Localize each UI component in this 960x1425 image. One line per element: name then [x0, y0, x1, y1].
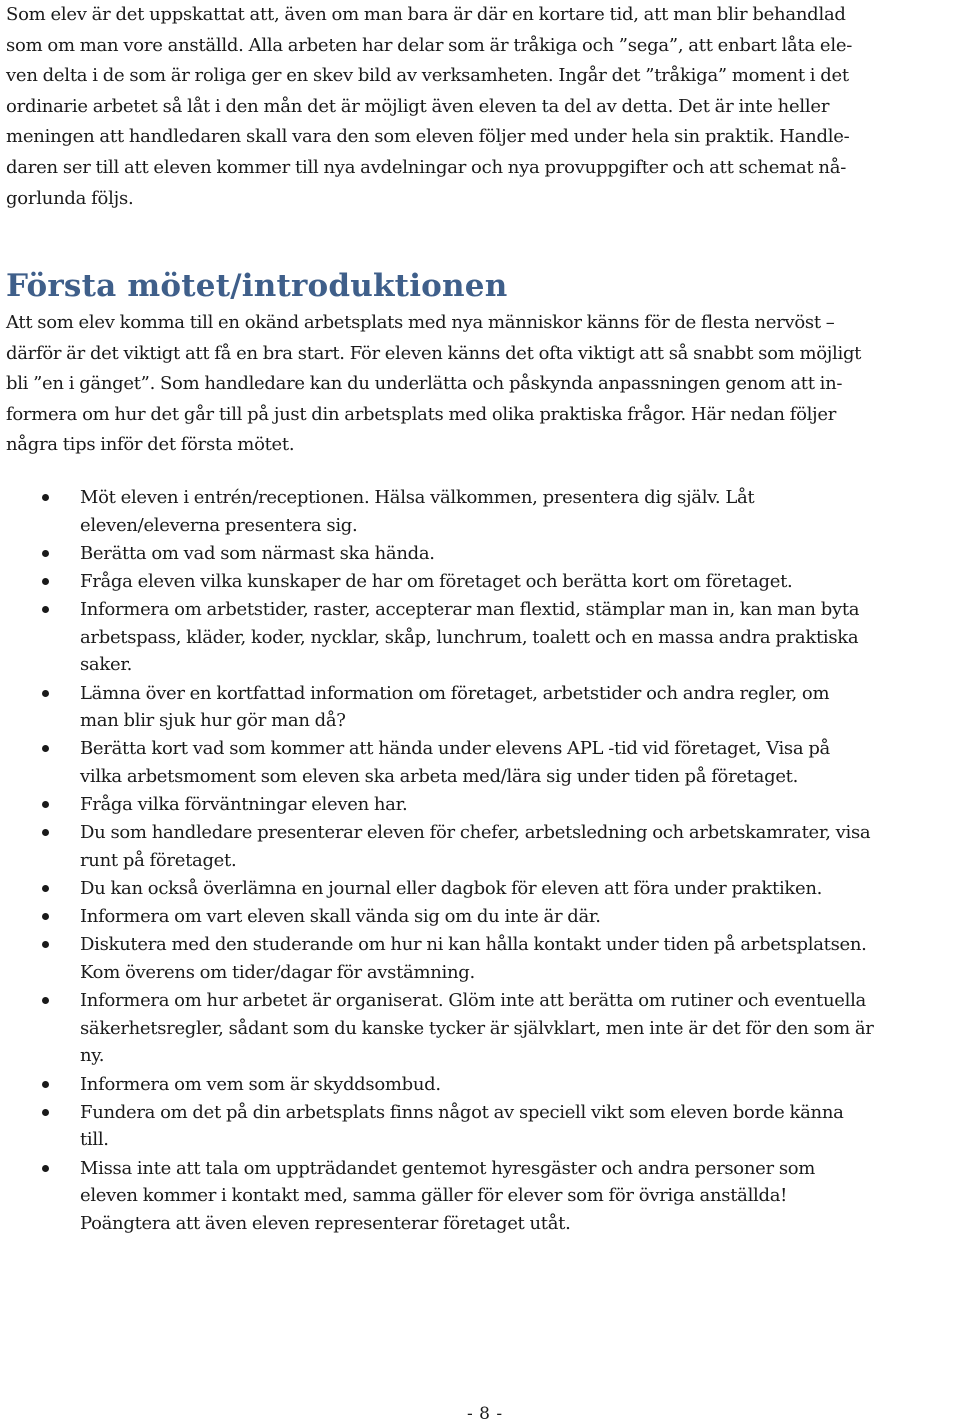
bullet-icon [42, 1165, 49, 1172]
tip-line: Du kan också överlämna en journal eller dagbok för eleven att föra under praktiken. [80, 878, 823, 900]
tip-list-item [6, 791, 960, 819]
tip-list-item [6, 596, 960, 679]
bullet-icon [42, 885, 49, 892]
bullet-icon [42, 1109, 49, 1116]
bullet-icon [42, 1081, 49, 1088]
tip-list-item [6, 875, 960, 903]
tip-line: Informera om vem som är skyddsombud. [80, 1073, 441, 1095]
tip-line: saker. [80, 654, 133, 676]
intro-line: Som elev är det uppskattat att, även om man bara är där en kortare tid, att man blir behandlad [6, 4, 846, 25]
tip-line: runt på företaget. [80, 849, 237, 871]
tip-line: Berätta om vad som närmast ska hända. [80, 542, 435, 564]
intro-line: som om man vore anställd. Alla arbeten har delar som är tråkiga och ”sega”, att enbart låta ele- [6, 34, 853, 56]
tip-list-item [6, 1155, 960, 1238]
tip-line: Informera om vart eleven skall vända sig om du inte är där. [80, 906, 601, 928]
bullet-icon [42, 829, 49, 836]
tip-line: Berätta kort vad som kommer att hända under elevens APL -tid vid företaget, Visa på [80, 738, 830, 760]
tip-line: Informera om hur arbetet är organiserat. Glöm inte att berätta om rutiner och eventuella [80, 990, 866, 1012]
tip-line: arbetspass, kläder, koder, nycklar, skåp, lunchrum, toalett och en massa andra praktiska [80, 626, 859, 648]
intro-line: gorlunda följs. [6, 187, 134, 209]
bullet-icon [42, 801, 49, 808]
page-number: - 8 - [467, 1404, 503, 1424]
tip-list-item [6, 484, 960, 539]
bullet-icon [42, 550, 49, 557]
tip-list-item [6, 931, 960, 986]
document-page [6, 0, 956, 1234]
intro-line: ven delta i de som är roliga ger en skev bild av verksamheten. Ingår det ”tråkiga” moment i det [6, 65, 849, 87]
tip-line: Fråga vilka förväntningar eleven har. [80, 794, 408, 816]
tip-line: vilka arbetsmoment som eleven ska arbeta med/lära sig under tiden på företaget. [80, 765, 799, 787]
tip-list-item [6, 819, 960, 874]
tip-line: Missa inte att tala om uppträdandet gentemot hyresgäster och andra personer som [80, 1157, 816, 1179]
tip-line: Fundera om det på din arbetsplats finns något av speciell vikt som eleven borde känna [80, 1101, 844, 1123]
section-paragraph [6, 308, 956, 461]
intro-line: ordinarie arbetet så låt i den mån det är möjligt även eleven ta del av detta. Det är inte heller [6, 95, 830, 117]
bullet-icon [42, 997, 49, 1004]
paragraph-line: formera om hur det går till på just din arbetsplats med olika praktiska frågor. Här nedan följer [6, 403, 836, 425]
tip-list-item [6, 680, 960, 735]
tip-line: säkerhetsregler, sådant som du kanske tycker är självklart, men inte är det för den som är [80, 1017, 874, 1039]
section-heading: Första mötet/introduktionen [6, 268, 508, 304]
paragraph-line: därför är det viktigt att få en bra start. För eleven känns det ofta viktigt att så snabbt som möjligt [6, 342, 862, 364]
bullet-icon [42, 913, 49, 920]
bullet-icon [42, 690, 49, 697]
intro-paragraph [6, 0, 956, 214]
tip-line: Diskutera med den studerande om hur ni kan hålla kontakt under tiden på arbetsplatsen. [80, 934, 867, 956]
intro-line: daren ser till att eleven kommer till nya avdelningar och nya provuppgifter och att schemat nå- [6, 156, 847, 178]
tip-list-item [6, 540, 960, 568]
tip-line: man blir sjuk hur gör man då? [80, 710, 346, 732]
tip-line: Kom överens om tider/dagar för avstämning. [80, 962, 475, 984]
tip-line: till. [80, 1129, 109, 1151]
tip-list-item [6, 903, 960, 931]
tip-line: Fråga eleven vilka kunskaper de har om företaget och berätta kort om företaget. [80, 570, 793, 592]
bullet-icon [42, 606, 49, 613]
tip-line: eleven/eleverna presentera sig. [80, 514, 358, 536]
tip-line: Du som handledare presenterar eleven för chefer, arbetsledning och arbetskamrater, visa [80, 822, 871, 844]
bullet-icon [42, 941, 49, 948]
tip-list-item [6, 1099, 960, 1154]
tip-line: eleven kommer i kontakt med, samma gäller för elever som för övriga anställda! [80, 1185, 788, 1207]
tips-list [6, 484, 960, 1238]
tip-line: Poängtera att även eleven representerar företaget utåt. [80, 1212, 571, 1234]
tip-list-item [6, 735, 960, 790]
bullet-icon [42, 578, 49, 585]
tip-line: Informera om arbetstider, raster, accepterar man flextid, stämplar man in, kan man byta [80, 599, 860, 621]
tip-list-item [6, 987, 960, 1070]
bullet-icon [42, 745, 49, 752]
tip-line: ny. [80, 1045, 105, 1067]
tip-list-item [6, 568, 960, 596]
intro-line: meningen att handledaren skall vara den som eleven följer med under hela sin praktik. Handle- [6, 126, 850, 148]
tip-list-item [6, 1071, 960, 1099]
paragraph-line: Att som elev komma till en okänd arbetsplats med nya människor känns för de flesta nervöst – [6, 312, 835, 333]
paragraph-line: några tips inför det första mötet. [6, 434, 295, 456]
tip-line: Möt eleven i entrén/receptionen. Hälsa välkommen, presentera dig själv. Låt [80, 487, 755, 508]
bullet-icon [42, 494, 49, 501]
paragraph-line: bli ”en i gänget”. Som handledare kan du underlätta och påskynda anpassningen genom att in- [6, 373, 843, 395]
tip-line: Lämna över en kortfattad information om företaget, arbetstider och andra regler, om [80, 682, 830, 704]
